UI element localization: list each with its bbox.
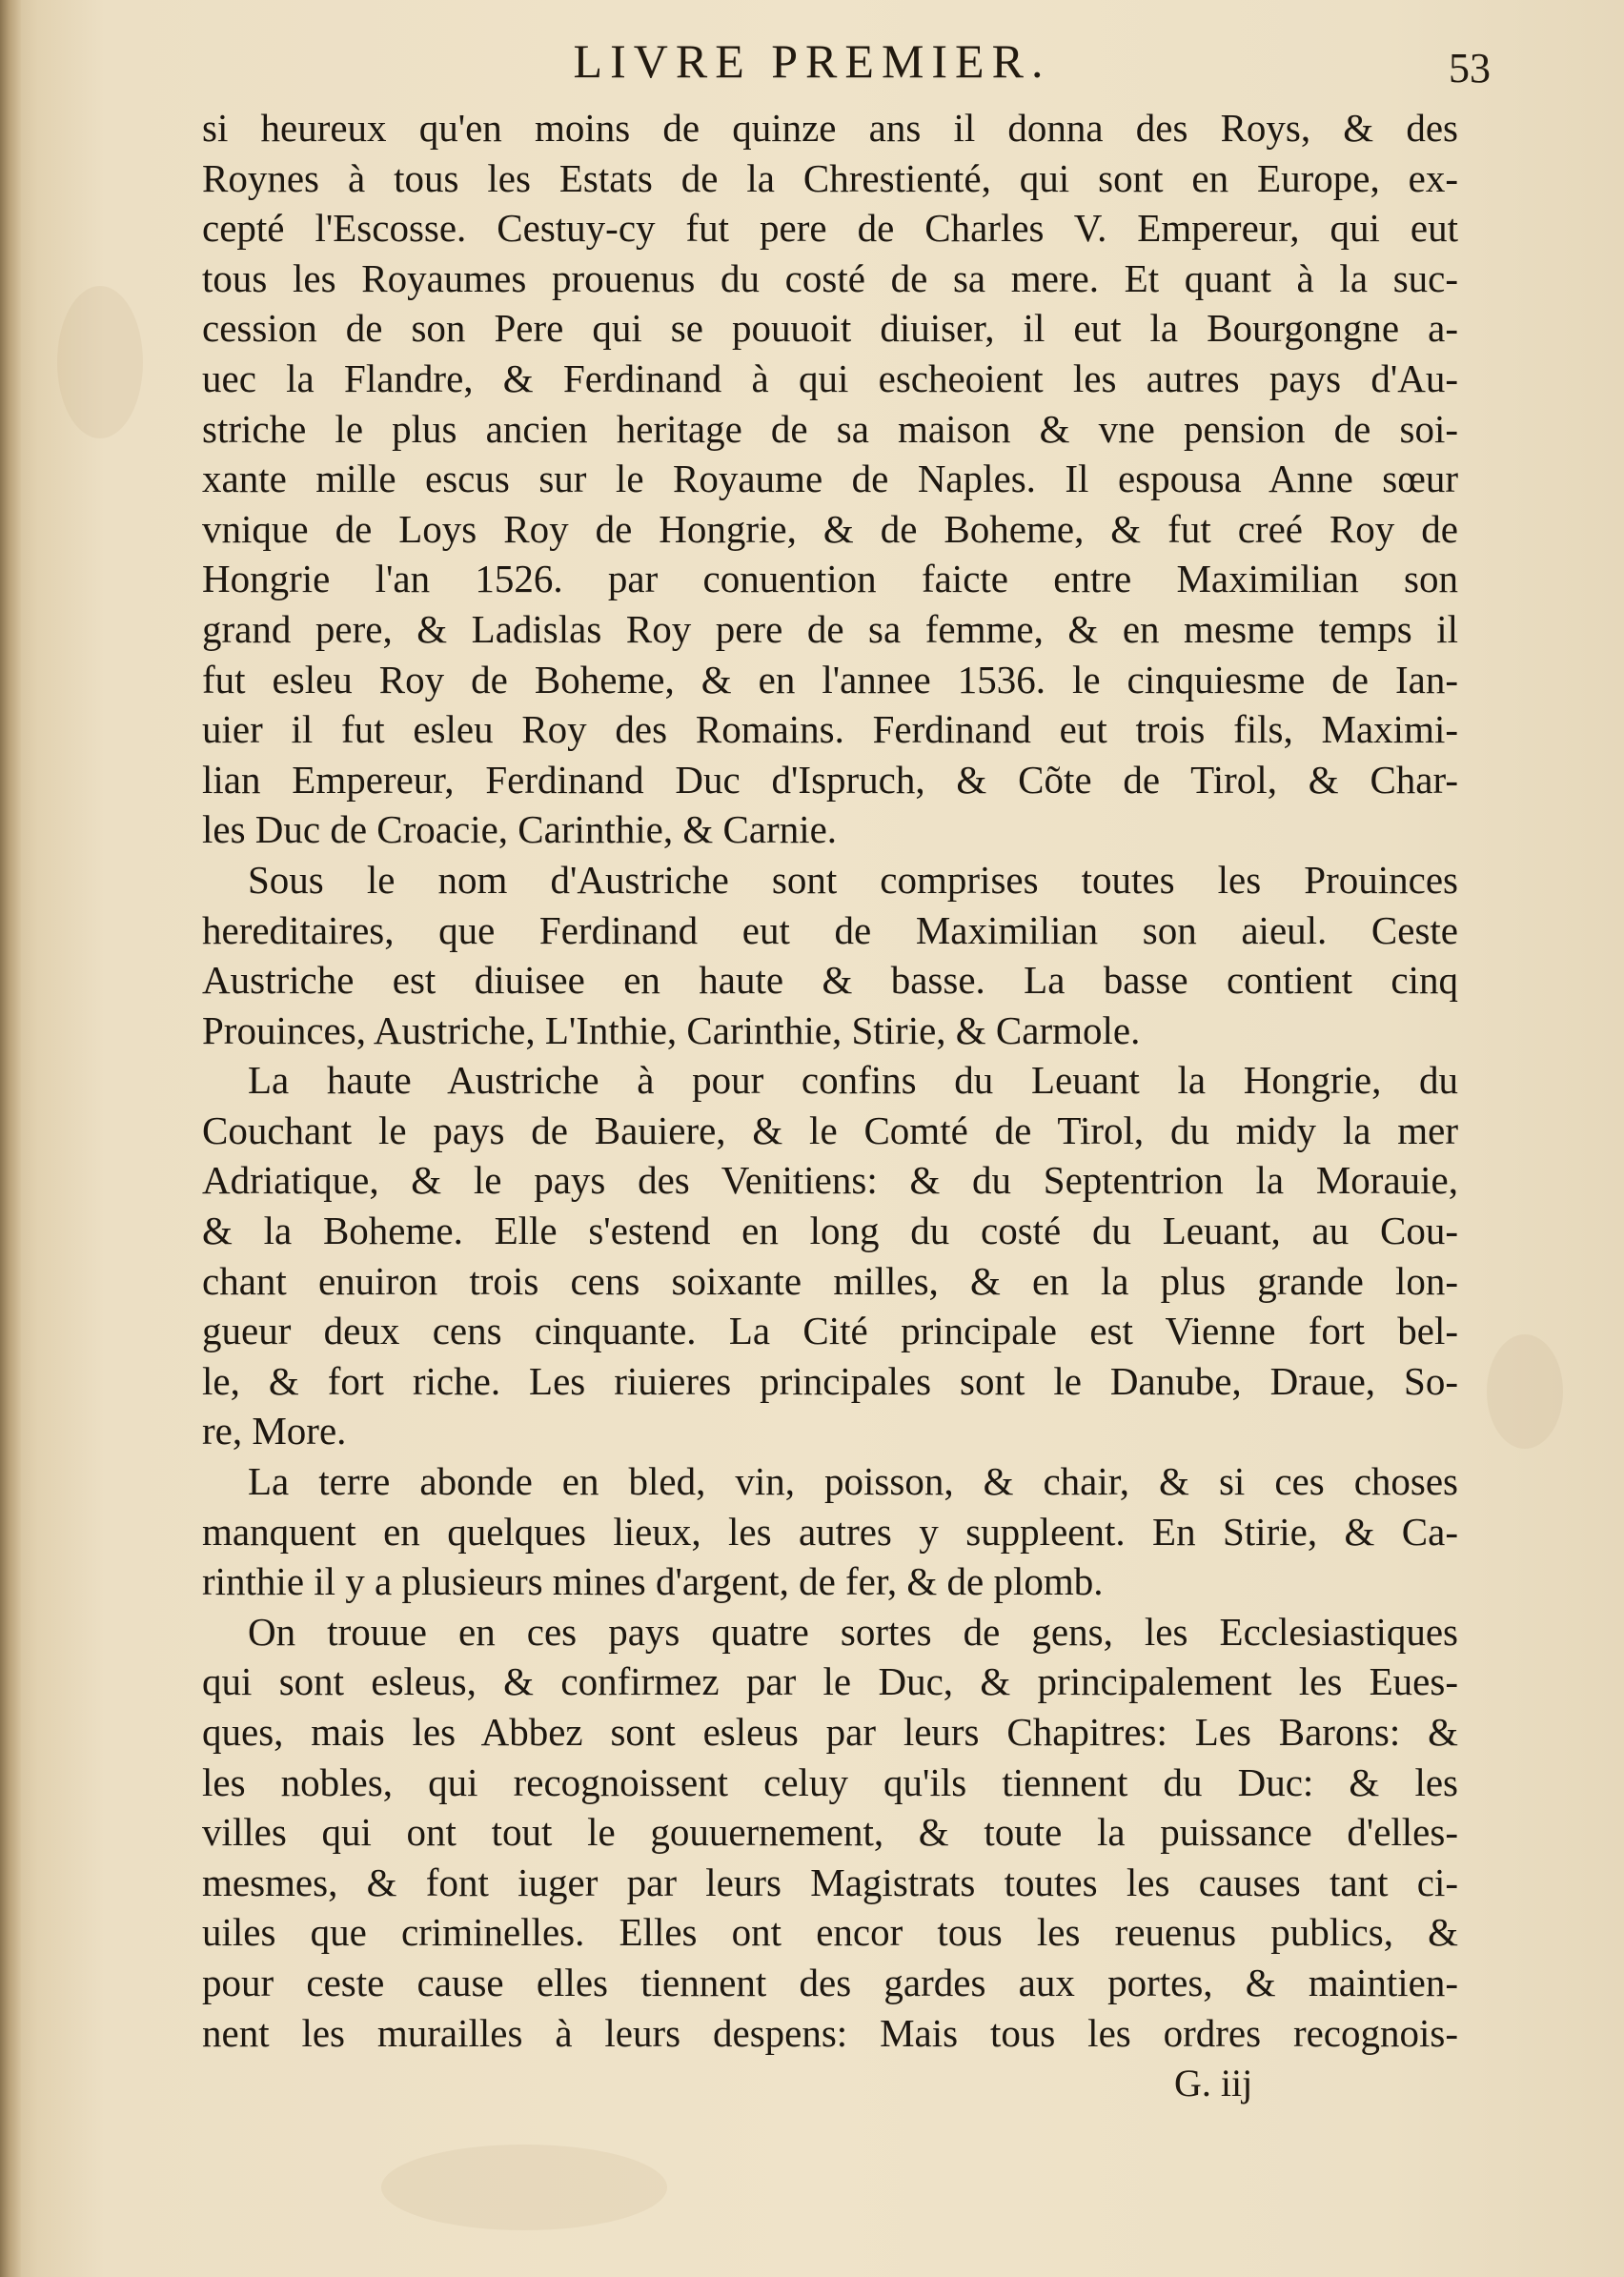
page-number: 53 <box>1449 45 1491 91</box>
text-line: si heureux qu'en moins de quinze ans il donna des Roys, & des <box>202 106 1458 150</box>
text-line: Couchant le pays de Bauiere, & le Comté de Tirol, du midy la mer <box>202 1108 1458 1152</box>
text-line: tous les Royaumes prouenus du costé de sa mere. Et quant à la suc- <box>202 255 1458 300</box>
text-line: lian Empereur, Ferdinand Duc d'Ispruch, & Cõte de Tirol, & Char- <box>202 757 1458 802</box>
text-line: uiles que criminelles. Elles ont encor tous les reuenus publics, & <box>202 1910 1458 1955</box>
text-line: striche le plus ancien heritage de sa maison & vne pension de soi- <box>202 406 1458 451</box>
paper-stain <box>1487 1334 1563 1449</box>
signature-mark: G. iij <box>1174 2062 1253 2104</box>
text-line: & la Boheme. Elle s'estend en long du costé du Leuant, au Cou- <box>202 1209 1458 1253</box>
text-line: le, & fort riche. Les riuieres principales sont le Danube, Draue, So- <box>202 1358 1458 1403</box>
text-line: Austriche est diuisee en haute & basse. La basse contient cinq <box>202 958 1458 1003</box>
text-line: cession de son Pere qui se pouuoit diuiser, il eut la Bourgongne a- <box>202 306 1458 351</box>
paragraph-first-line: Sous le nom d'Austriche sont comprises toutes les Prouinces <box>248 857 1458 902</box>
text-line: vnique de Loys Roy de Hongrie, & de Boheme, & fut creé Roy de <box>202 506 1458 551</box>
paragraph-first-line: On trouue en ces pays quatre sortes de gens, les Ecclesiastiques <box>248 1609 1458 1654</box>
text-line: chant enuiron trois cens soixante milles, & en la plus grande lon- <box>202 1258 1458 1303</box>
text-line: re, More. <box>202 1409 347 1454</box>
text-line: Hongrie l'an 1526. par conuention faicte entre Maximilian son <box>202 557 1458 601</box>
text-line: mesmes, & font iuger par leurs Magistrats toutes les causes tant ci- <box>202 1860 1458 1904</box>
text-line: Prouinces, Austriche, L'Inthie, Carinthie, Stirie, & Carmole. <box>202 1007 1141 1052</box>
text-line: manquent en quelques lieux, les autres y suppleent. En Stirie, & Ca- <box>202 1509 1458 1554</box>
paper-stain <box>381 2145 667 2230</box>
paragraph-first-line: La terre abonde en bled, vin, poisson, & chair, & si ces choses <box>248 1459 1458 1504</box>
text-line: les Duc de Croacie, Carinthie, & Carnie. <box>202 807 838 852</box>
body-text <box>202 103 1458 2058</box>
binding-gutter <box>0 0 21 2277</box>
text-line: uier il fut esleu Roy des Romains. Ferdinand eut trois fils, Maximi- <box>202 707 1458 752</box>
text-line: xante mille escus sur le Royaume de Naples. Il espousa Anne sœur <box>202 457 1458 501</box>
text-line: gueur deux cens cinquante. La Cité principale est Vienne fort bel- <box>202 1309 1458 1353</box>
text-line: Roynes à tous les Estats de la Chrestienté, qui sont en Europe, ex- <box>202 155 1458 200</box>
text-line: pour ceste cause elles tiennent des gardes aux portes, & maintien- <box>202 1960 1458 2004</box>
text-line: rinthie il y a plusieurs mines d'argent, de fer, & de plomb. <box>202 1559 1104 1604</box>
text-line: nent les murailles à leurs despens: Mais tous les ordres recognois- <box>202 2010 1458 2055</box>
text-line: uec la Flandre, & Ferdinand à qui escheoient les autres pays d'Au- <box>202 356 1458 400</box>
paper-stain <box>57 286 143 438</box>
running-head: LIVRE PREMIER. <box>573 34 1051 88</box>
text-line: villes qui ont tout le gouuernement, & toute la puissance d'elles- <box>202 1810 1458 1855</box>
paragraph-first-line: La haute Austriche à pour confins du Leuant la Hongrie, du <box>248 1058 1458 1103</box>
text-line: hereditaires, que Ferdinand eut de Maximilian son aieul. Ceste <box>202 907 1458 952</box>
text-line: ques, mais les Abbez sont esleus par leurs Chapitres: Les Barons: & <box>202 1710 1458 1754</box>
page-header <box>0 32 1624 90</box>
text-line: Adriatique, & le pays des Venitiens: & du Septentrion la Morauie, <box>202 1158 1458 1203</box>
text-line: les nobles, qui recognoissent celuy qu'ils tiennent du Duc: & les <box>202 1759 1458 1804</box>
text-line: cepté l'Escosse. Cestuy-cy fut pere de Charles V. Empereur, qui eut <box>202 206 1458 251</box>
text-line: grand pere, & Ladislas Roy pere de sa femme, & en mesme temps il <box>202 606 1458 651</box>
text-line: fut esleu Roy de Boheme, & en l'annee 1536. le cinquiesme de Ian- <box>202 657 1458 701</box>
text-line: qui sont esleus, & confirmez par le Duc, & principalement les Eues- <box>202 1659 1458 1704</box>
